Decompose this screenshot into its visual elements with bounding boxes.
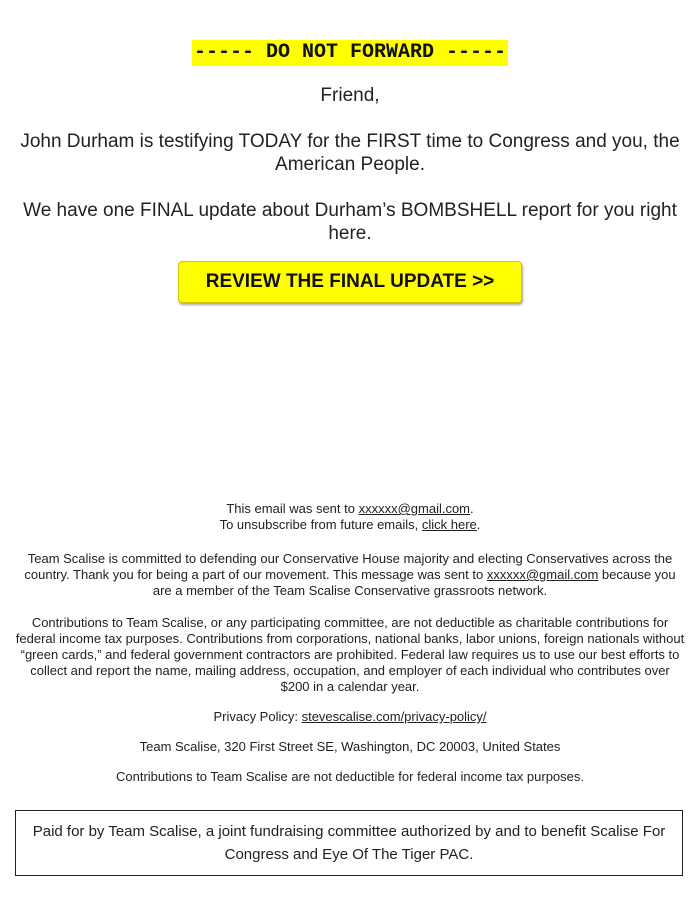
cta-container xyxy=(0,261,700,303)
privacy-prefix: Privacy Policy: xyxy=(213,709,302,724)
mission-text: Team Scalise is committed to defending our Conservative House majority and electing Conservatives across the country. Thank you for being a part of our movement. This message was sent to xyxy=(24,551,673,582)
unsubscribe-suffix: . xyxy=(476,517,481,532)
recipient-email-link[interactable]: xxxxxx@gmail.com xyxy=(358,501,471,516)
sent-to-suffix: . xyxy=(470,501,474,516)
intro-paragraph-2: We have one FINAL update about Durham’s BOMBSHELL report for you right here. xyxy=(23,200,677,244)
contribution-disclaimer: Contributions to Team Scalise, or any participating committee, are not deductible as charitable contributions for federal income tax purposes. Contributions from corporations, national banks, labor unions, foreign nationals without “green cards,” and federal government contractors are prohibited. Federal law requires us to use our best efforts to collect and report the name, mailing address, occupation, and employer of each individual who contributes over $200 in a calendar year. xyxy=(15,615,685,694)
intro-paragraph-1: John Durham is testifying TODAY for the FIRST time to Congress and you, the American People. xyxy=(20,131,680,175)
do-not-forward-banner: ----- DO NOT FORWARD ----- xyxy=(193,41,507,64)
email-footer xyxy=(14,501,686,785)
sent-to-block xyxy=(14,501,686,533)
paid-for-box: Paid for by Team Scalise, a joint fundraising committee authorized by and to benefit Scalise For Congress and Eye Of The Tiger PAC. xyxy=(15,810,683,876)
banner-container xyxy=(0,40,700,66)
mission-suffix: because you are a member of the Team Scalise Conservative grassroots network. xyxy=(152,567,676,598)
mission-statement xyxy=(14,551,686,599)
tax-deductibility-note: Contributions to Team Scalise are not deductible for federal income tax purposes. xyxy=(115,769,585,784)
privacy-policy-link[interactable]: stevescalise.com/privacy-policy/ xyxy=(301,709,487,724)
mailing-address: Team Scalise, 320 First Street SE, Washington, DC 20003, United States xyxy=(139,739,561,754)
greeting: Friend, xyxy=(320,85,380,106)
mission-email-link[interactable]: xxxxxx@gmail.com xyxy=(486,567,599,582)
unsubscribe-prefix: To unsubscribe from future emails, xyxy=(219,517,422,532)
privacy-policy-line xyxy=(14,709,686,725)
sent-to-prefix: This email was sent to xyxy=(226,501,359,516)
email-intro xyxy=(20,84,680,268)
unsubscribe-link[interactable]: click here xyxy=(421,517,477,532)
review-final-update-button[interactable]: REVIEW THE FINAL UPDATE >> xyxy=(178,261,522,303)
